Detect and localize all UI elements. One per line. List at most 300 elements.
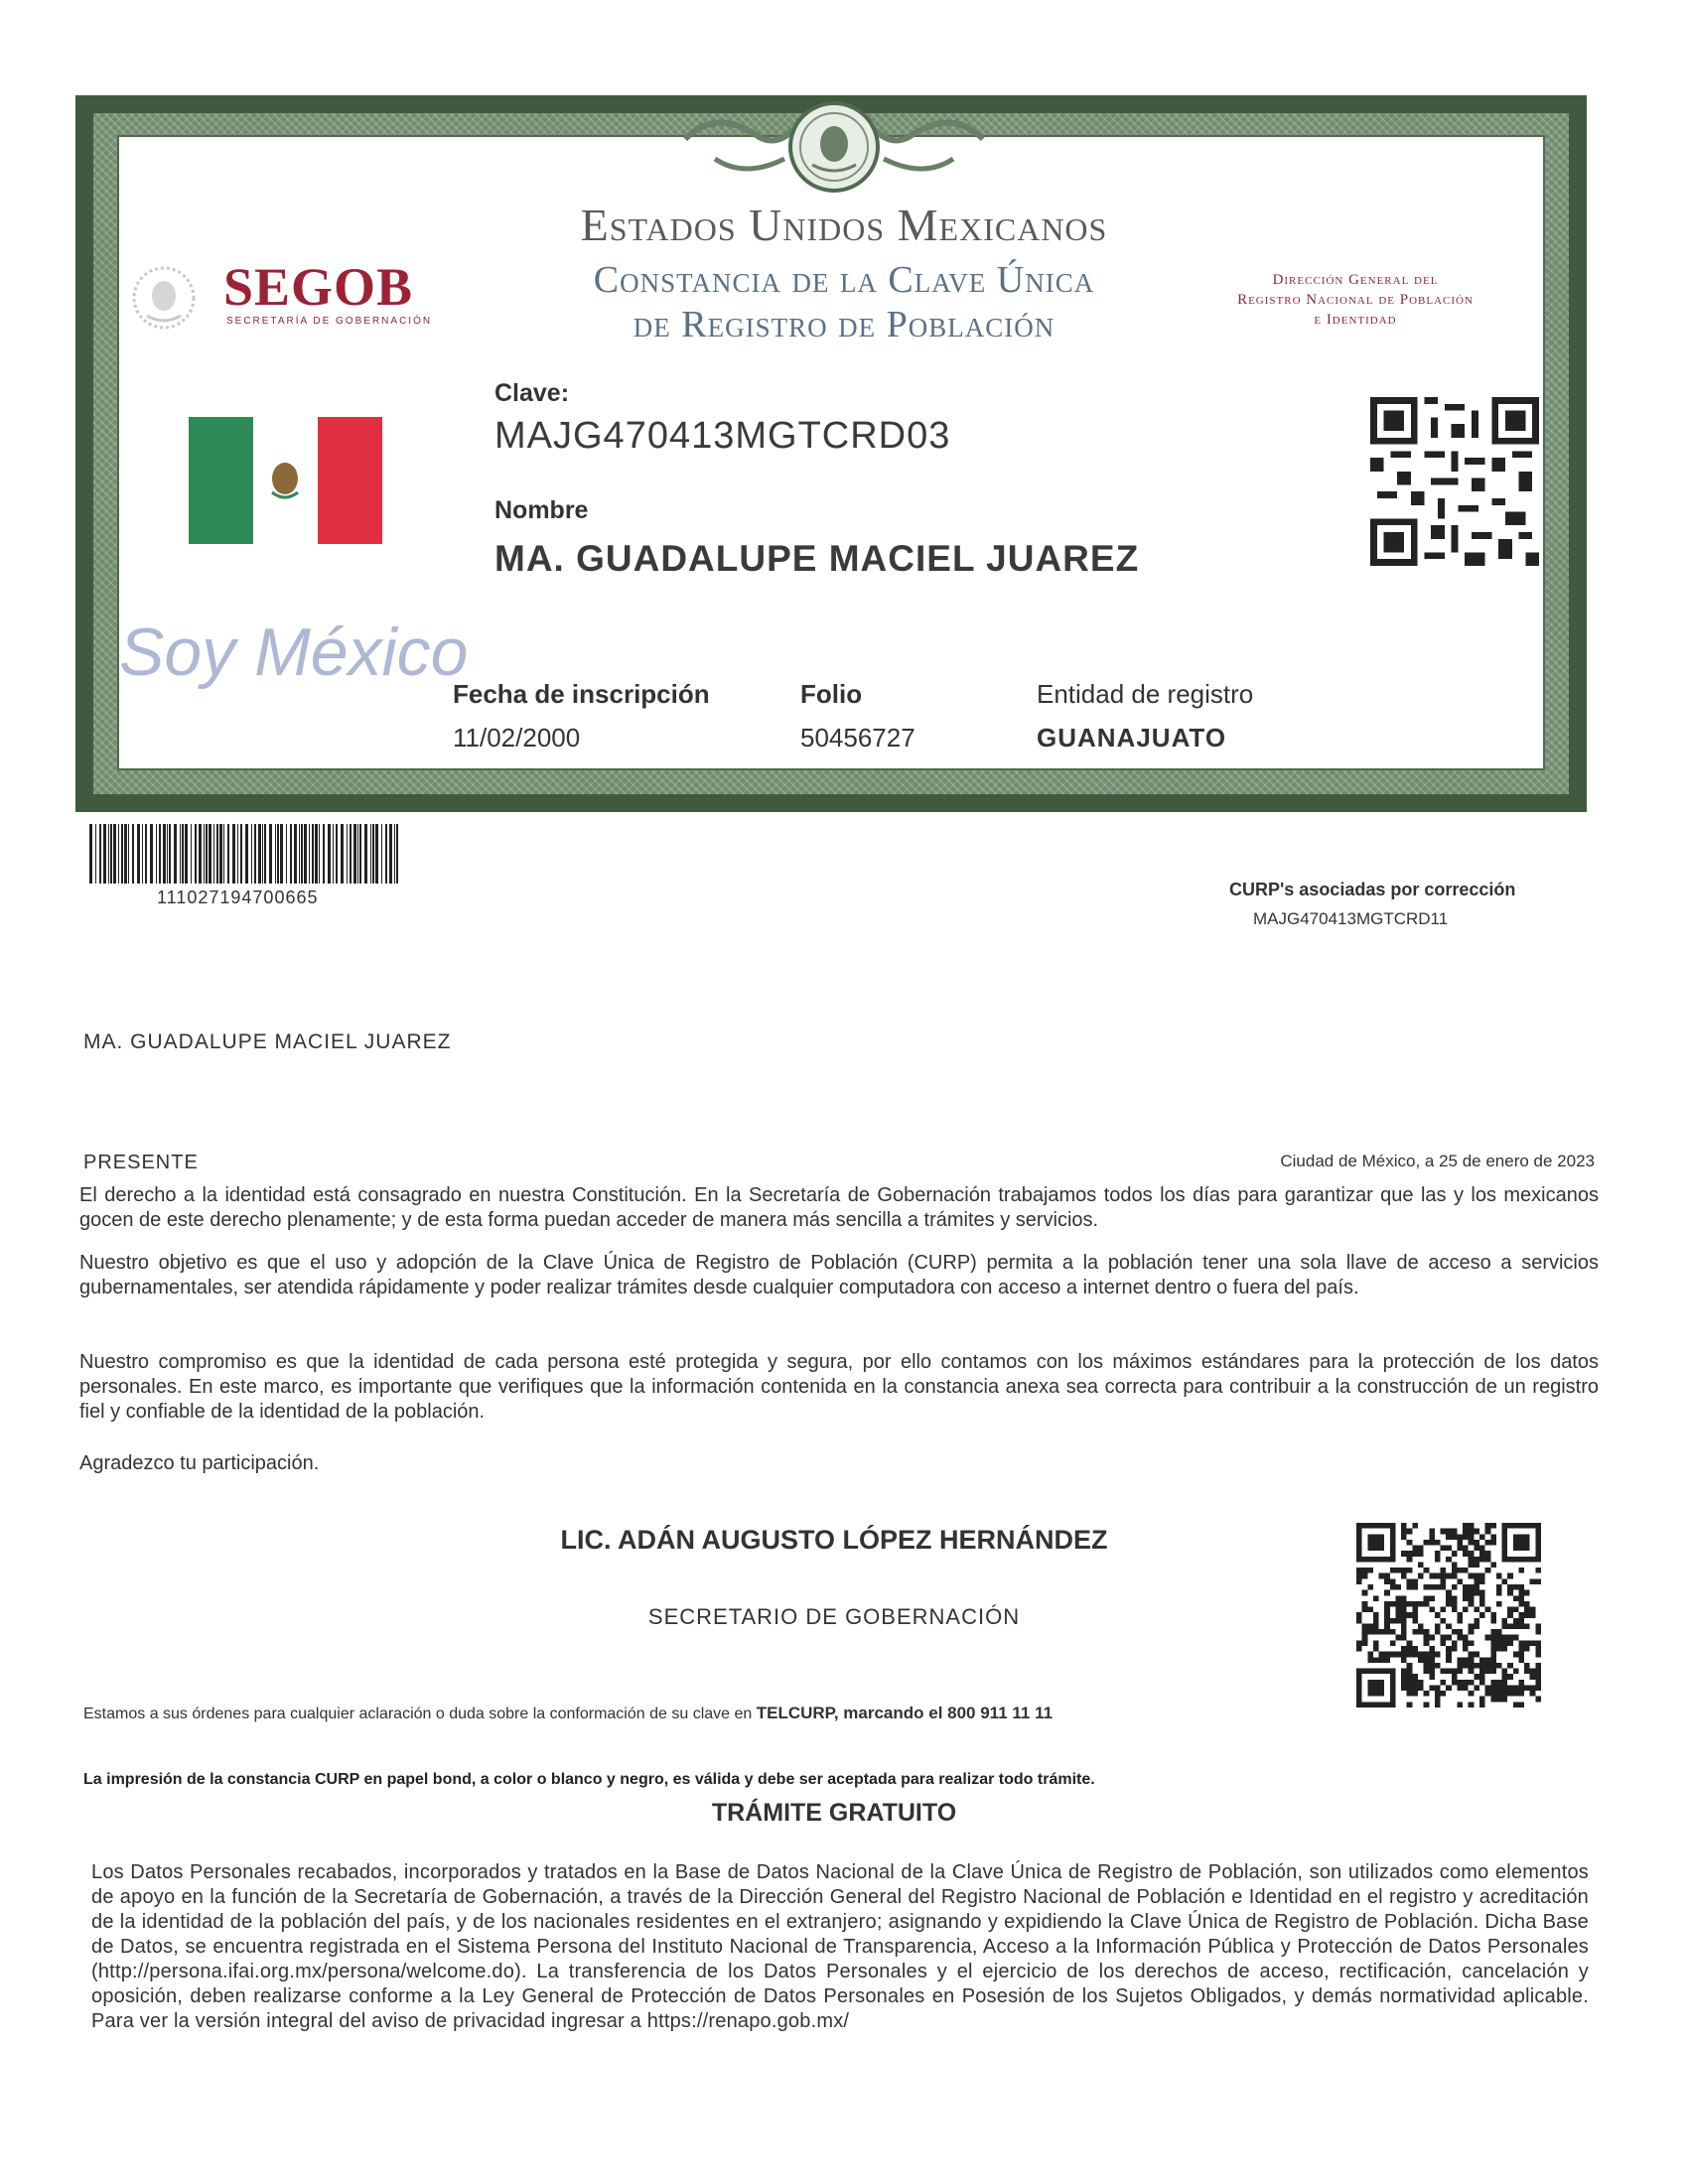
qr-module	[1441, 1618, 1447, 1624]
qr-module	[1507, 1590, 1513, 1596]
barcode-bar	[357, 824, 358, 884]
qr-module	[1469, 1640, 1475, 1646]
qr-module	[1412, 1618, 1418, 1624]
qr-module	[1429, 1540, 1435, 1546]
qr-module	[1469, 1702, 1475, 1707]
dgr-line1: Dirección General del	[1272, 272, 1439, 288]
barcode-bar	[137, 824, 140, 884]
qr-module	[1474, 1685, 1479, 1691]
qr-module	[1463, 1663, 1469, 1669]
qr-module	[1535, 1680, 1541, 1686]
qr-module	[1435, 1612, 1441, 1618]
qr-module	[1424, 1568, 1430, 1573]
qr-module	[1502, 1669, 1508, 1675]
barcode-bar	[396, 824, 398, 884]
qr-module	[1469, 1680, 1475, 1686]
qr-module	[1463, 1584, 1469, 1590]
qr-module	[1401, 1595, 1407, 1601]
qr-module	[1452, 1534, 1458, 1540]
qr-module	[1469, 1629, 1475, 1635]
qr-module	[1479, 1557, 1485, 1563]
qr-module	[1524, 1646, 1530, 1652]
qr-module	[1469, 1551, 1475, 1557]
qr-module	[1474, 1623, 1479, 1629]
qr-module	[1507, 1607, 1513, 1613]
qr-module	[1401, 1685, 1407, 1691]
qr-module	[1479, 1595, 1485, 1601]
barcode-bar	[108, 824, 109, 884]
qr-module	[1485, 1557, 1491, 1563]
qr-module	[1469, 1540, 1475, 1546]
qr-module	[1401, 1529, 1407, 1535]
qr-module	[1530, 1691, 1536, 1697]
qr-module	[1463, 1523, 1469, 1529]
qr-module	[1474, 1590, 1479, 1596]
qr-module	[1384, 1629, 1390, 1635]
qr-module	[1469, 1652, 1475, 1658]
qr-module	[1412, 1685, 1418, 1691]
qr-module	[1457, 1534, 1463, 1540]
qr-module	[1412, 1523, 1418, 1529]
qr-module	[1474, 1584, 1479, 1590]
qr-module	[1384, 1573, 1390, 1579]
qr-module	[1373, 1595, 1379, 1601]
qr-module	[1401, 1607, 1407, 1613]
qr-module	[1479, 1534, 1485, 1540]
qr-module	[1535, 1578, 1541, 1584]
dgr-line2: Registro Nacional de Población	[1237, 292, 1474, 308]
qr-module	[1441, 1691, 1447, 1697]
qr-module	[1496, 1601, 1502, 1607]
qr-module	[1373, 1612, 1379, 1618]
qr-module	[1390, 1629, 1396, 1635]
qr-module	[1412, 1652, 1418, 1658]
qr-module	[1485, 1607, 1491, 1613]
curp-asociadas-label: CURP's asociadas por corrección	[1229, 880, 1516, 899]
barcode-bar	[350, 824, 352, 884]
qr-module	[1469, 1657, 1475, 1663]
barcode-bar	[180, 824, 181, 884]
qr-module	[1407, 1702, 1413, 1707]
qr-module	[1384, 1607, 1390, 1613]
barcode-bar	[182, 824, 184, 884]
qr-module	[1457, 1702, 1463, 1707]
qr-module	[1496, 1635, 1502, 1641]
barcode-bar	[223, 824, 224, 884]
qr-module	[1463, 1640, 1469, 1646]
qr-module	[1490, 1652, 1496, 1658]
qr-module	[1418, 1680, 1424, 1686]
qr-module	[1401, 1669, 1407, 1675]
qr-module	[1524, 1685, 1530, 1691]
qr-module	[1479, 1578, 1485, 1584]
qr-module	[1518, 1618, 1524, 1624]
qr-module	[1418, 1623, 1424, 1629]
qr-module	[1524, 1590, 1530, 1596]
qr-module	[1490, 1629, 1496, 1635]
qr-module	[1463, 1607, 1469, 1613]
barcode-bar	[232, 824, 235, 884]
barcode-bar	[185, 824, 188, 884]
qr-module	[1435, 1540, 1441, 1546]
qr-module	[1429, 1584, 1435, 1590]
qr-module	[1424, 1702, 1430, 1707]
qr-module	[1513, 1595, 1519, 1601]
qr-module	[1474, 1618, 1479, 1624]
clave-label: Clave:	[494, 379, 570, 407]
barcode-bar	[191, 824, 192, 884]
qr-module	[1446, 1534, 1452, 1540]
qr-module	[1535, 1629, 1541, 1635]
barcode-bar	[128, 824, 129, 884]
barcode-bar	[195, 824, 197, 884]
qr-module	[1513, 1635, 1519, 1641]
qr-module	[1356, 1618, 1362, 1624]
qr-module	[1435, 1623, 1441, 1629]
privacy-notice: Los Datos Personales recabados, incorporados y tratados en la Base de Datos Nacional de la Clave Única de Registro de Población, son utilizados como elementos de apoyo en la función de la Secretaría de Gobernación, a través de la Dirección General del Registro Nacional de Población e Identidad en el registro y acreditación de la identidad de la población del país, y de los nacionales residentes en el extranjero; asignando y expidiendo la Clave Única de Registro de Población. Dicha Base de Datos, se encuentra registrada en el Sistema Persona del Instituto Nacional de Transparencia, Acceso a la Información Pública y Protección de Datos Personales (http://persona.ifai.org.mx/persona/welcome.do). La transferencia de los Datos Personales y el ejercicio de los derechos de acceso, rectificación, cancelación y oposición, deben realizarse conforme a la Ley General de Protección de Datos Personales en Posesión de los Sujetos Obligados, y demás normatividad aplicable. Para ver la versión integral del aviso de privacidad ingresar a https://renapo.gob.mx/	[91, 1861, 1589, 2032]
qr-module	[1513, 1691, 1519, 1697]
qr-module	[1518, 1601, 1524, 1607]
qr-module	[1401, 1551, 1407, 1557]
qr-module	[1513, 1623, 1519, 1629]
qr-module	[1452, 1629, 1458, 1635]
barcode-bar	[213, 824, 214, 884]
qr-module	[1518, 1691, 1524, 1697]
qr-module	[1429, 1646, 1435, 1652]
qr-module	[1463, 1680, 1469, 1686]
qr-module	[1469, 1584, 1475, 1590]
qr-module	[1496, 1590, 1502, 1596]
qr-module	[1502, 1646, 1508, 1652]
qr-module	[1373, 1657, 1379, 1663]
qr-module	[1446, 1646, 1452, 1652]
barcode-bar	[299, 824, 300, 884]
qr-module	[1441, 1568, 1447, 1573]
qr-module	[1457, 1629, 1463, 1635]
qr-module	[1429, 1529, 1435, 1535]
barcode-bar	[323, 824, 325, 884]
qr-module	[1373, 1623, 1379, 1629]
qr-module	[1429, 1607, 1435, 1613]
qr-module	[1518, 1623, 1524, 1629]
qr-module	[1485, 1568, 1491, 1573]
qr-module	[1490, 1523, 1496, 1529]
qr-module	[1530, 1674, 1536, 1680]
qr-module	[1490, 1534, 1496, 1540]
qr-module	[1474, 1652, 1479, 1658]
nombre-label: Nombre	[494, 496, 589, 524]
qr-module	[1485, 1540, 1491, 1546]
qr-module	[1418, 1629, 1424, 1635]
qr-module	[1502, 1618, 1508, 1624]
barcode-bar	[245, 824, 248, 884]
barcode-bar	[99, 824, 101, 884]
qr-module	[1435, 1573, 1441, 1579]
qr-module	[1502, 1685, 1508, 1691]
qr-module	[1412, 1584, 1418, 1590]
qr-module	[1502, 1697, 1508, 1703]
qr-module	[1401, 1523, 1407, 1529]
letter-addressee: MA. GUADALUPE MACIEL JUAREZ	[83, 1030, 452, 1053]
qr-module	[1407, 1557, 1413, 1563]
qr-module	[1429, 1674, 1435, 1680]
qr-module	[1362, 1568, 1368, 1573]
slogan: Soy México	[119, 614, 469, 690]
qr-module	[1452, 1680, 1458, 1686]
qr-module	[1379, 1629, 1385, 1635]
qr-module	[1384, 1578, 1390, 1584]
impresion-notice: La impresión de la constancia CURP en papel bond, a color o blanco y negro, es válida y debe ser aceptada para realizar todo trámite.	[83, 1771, 1095, 1788]
qr-module	[1463, 1595, 1469, 1601]
qr-module	[1518, 1590, 1524, 1596]
qr-module	[1496, 1697, 1502, 1703]
qr-module	[1469, 1523, 1475, 1529]
segob-seal-icon	[129, 260, 199, 336]
qr-module	[1535, 1640, 1541, 1646]
letter-paragraph-1: El derecho a la identidad está consagrado en nuestra Constitución. En la Secretaría de Gobernación trabajamos todos los días para garantizar que las y los mexicanos gocen de este derecho plenamente; y de esta forma puedan acceder de manera más sencilla a trámites y servicios.	[79, 1184, 1599, 1231]
qr-module	[1401, 1652, 1407, 1658]
barcode-bar	[264, 824, 266, 884]
qr-module	[1446, 1529, 1452, 1535]
qr-module	[1424, 1652, 1430, 1658]
qr-module	[1356, 1646, 1362, 1652]
barcode-bar	[375, 824, 378, 884]
qr-module	[1530, 1685, 1536, 1691]
qr-module	[1395, 1618, 1401, 1624]
qr-module	[1362, 1640, 1368, 1646]
qr-module	[1356, 1578, 1362, 1584]
folio-label: Folio	[800, 679, 863, 709]
qr-module	[1446, 1590, 1452, 1596]
qr-module	[1463, 1546, 1469, 1552]
qr-module	[1479, 1680, 1485, 1686]
qr-module	[1535, 1646, 1541, 1652]
qr-module	[1479, 1573, 1485, 1579]
qr-module	[1412, 1612, 1418, 1618]
barcode-bar	[341, 824, 344, 884]
qr-module	[1401, 1674, 1407, 1680]
qr-module	[1457, 1663, 1463, 1669]
qr-module	[1390, 1578, 1396, 1584]
qr-module	[1446, 1657, 1452, 1663]
signer-name: LIC. ADÁN AUGUSTO LÓPEZ HERNÁNDEZ	[560, 1525, 1108, 1555]
qr-module	[1446, 1685, 1452, 1691]
qr-module	[1535, 1685, 1541, 1691]
qr-module	[1446, 1623, 1452, 1629]
qr-module	[1435, 1697, 1441, 1703]
qr-module	[1518, 1680, 1524, 1686]
qr-module	[1469, 1562, 1475, 1568]
qr-module	[1485, 1669, 1491, 1675]
qr-module	[1474, 1578, 1479, 1584]
qr-module	[1356, 1612, 1362, 1618]
qr-module	[1490, 1646, 1496, 1652]
qr-module	[1424, 1540, 1430, 1546]
document-subtitle-line2: de Registro de Población	[633, 304, 1055, 345]
entidad-registro-value: GUANAJUATO	[1037, 723, 1227, 752]
qr-module	[1412, 1674, 1418, 1680]
qr-module	[1469, 1573, 1475, 1579]
barcode-bar	[277, 824, 279, 884]
qr-module	[1524, 1601, 1530, 1607]
qr-module	[1418, 1657, 1424, 1663]
qr-module	[1524, 1669, 1530, 1675]
qr-module	[1463, 1657, 1469, 1663]
qr-module	[1424, 1657, 1430, 1663]
qr-module	[1362, 1590, 1368, 1596]
barcode-bar	[150, 824, 153, 884]
qr-module	[1452, 1562, 1458, 1568]
qr-module	[1424, 1640, 1430, 1646]
barcode-bar	[370, 824, 371, 884]
barcode-bar	[315, 824, 318, 884]
qr-module	[1452, 1674, 1458, 1680]
qr-module	[1535, 1652, 1541, 1658]
qr-module	[1463, 1551, 1469, 1557]
qr-module	[1452, 1607, 1458, 1613]
qr-module	[1479, 1590, 1485, 1596]
qr-module	[1490, 1697, 1496, 1703]
barcode-bar	[159, 824, 161, 884]
qr-module	[1435, 1584, 1441, 1590]
barcode-bar	[216, 824, 218, 884]
qr-module	[1418, 1685, 1424, 1691]
qr-module	[1513, 1584, 1519, 1590]
qr-module	[1479, 1657, 1485, 1663]
qr-module	[1407, 1568, 1413, 1573]
qr-module	[1379, 1657, 1385, 1663]
qr-module	[1429, 1635, 1435, 1641]
qr-module	[1395, 1612, 1401, 1618]
qr-module	[1469, 1669, 1475, 1675]
qr-module	[1474, 1573, 1479, 1579]
qr-module	[1424, 1663, 1430, 1669]
barcode-bar	[199, 824, 202, 884]
barcode-bar	[167, 824, 168, 884]
document-title: Estados Unidos Mexicanos	[580, 200, 1108, 250]
qr-module	[1490, 1657, 1496, 1663]
qr-module	[1457, 1635, 1463, 1641]
qr-module	[1474, 1557, 1479, 1563]
qr-module	[1441, 1640, 1447, 1646]
barcode-bar	[240, 824, 242, 884]
qr-module	[1507, 1674, 1513, 1680]
qr-module	[1469, 1663, 1475, 1669]
barcode-bar	[394, 824, 395, 884]
qr-module	[1395, 1601, 1401, 1607]
qr-module	[1407, 1652, 1413, 1658]
qr-module	[1407, 1691, 1413, 1697]
qr-module	[1446, 1652, 1452, 1658]
qr-module	[1518, 1595, 1524, 1601]
barcode-bar	[163, 824, 166, 884]
qr-module	[1518, 1702, 1524, 1707]
qr-module	[1485, 1523, 1491, 1529]
qr-module	[1435, 1691, 1441, 1697]
qr-module	[1452, 1551, 1458, 1557]
qr-module	[1524, 1612, 1530, 1618]
qr-module	[1479, 1697, 1485, 1703]
qr-module	[1452, 1573, 1458, 1579]
qr-module	[1407, 1646, 1413, 1652]
qr-module	[1513, 1652, 1519, 1658]
barcode-bar	[262, 824, 263, 884]
fecha-inscripcion-label: Fecha de inscripción	[453, 679, 710, 709]
qr-module	[1362, 1573, 1368, 1579]
qr-module	[1490, 1669, 1496, 1675]
barcode-bar	[347, 824, 348, 884]
qr-module	[1496, 1691, 1502, 1697]
qr-module	[1535, 1674, 1541, 1680]
barcode-bar	[385, 824, 387, 884]
barcode-bar	[353, 824, 356, 884]
qr-module	[1379, 1652, 1385, 1658]
qr-module	[1441, 1635, 1447, 1641]
qr-module	[1412, 1551, 1418, 1557]
qr-module	[1407, 1674, 1413, 1680]
qr-module	[1507, 1640, 1513, 1646]
qr-module	[1457, 1568, 1463, 1573]
barcode-bar	[254, 824, 256, 884]
qr-module	[1390, 1618, 1396, 1624]
barcode-bar	[206, 824, 208, 884]
qr-module	[1479, 1601, 1485, 1607]
qr-module	[1518, 1652, 1524, 1658]
qr-module	[1490, 1618, 1496, 1624]
qr-module	[1435, 1663, 1441, 1669]
barcode-bar	[312, 824, 314, 884]
signer-title: SECRETARIO DE GOBERNACIÓN	[647, 1604, 1021, 1629]
barcode-bar	[121, 824, 123, 884]
qr-module	[1384, 1652, 1390, 1658]
qr-module	[1496, 1573, 1502, 1579]
qr-module	[1474, 1607, 1479, 1613]
qr-module	[1524, 1607, 1530, 1613]
qr-module	[1507, 1573, 1513, 1579]
qr-module	[1469, 1534, 1475, 1540]
qr-module	[1479, 1674, 1485, 1680]
qr-module	[1530, 1607, 1536, 1613]
qr-module	[1490, 1685, 1496, 1691]
qr-module	[1407, 1578, 1413, 1584]
qr-module	[1401, 1657, 1407, 1663]
qr-module	[1513, 1618, 1519, 1624]
qr-module	[1530, 1612, 1536, 1618]
qr-module	[1502, 1635, 1508, 1641]
qr-module	[1373, 1629, 1379, 1635]
qr-module	[1485, 1635, 1491, 1641]
qr-module	[1418, 1573, 1424, 1579]
qr-module	[1474, 1663, 1479, 1669]
qr-module	[1441, 1607, 1447, 1613]
qr-module	[1367, 1584, 1373, 1590]
barcode-bar	[258, 824, 261, 884]
barcode-bar	[89, 824, 92, 884]
qr-module	[1412, 1546, 1418, 1552]
qr-module	[1446, 1669, 1452, 1675]
qr-module	[1535, 1669, 1541, 1675]
qr-module	[1479, 1702, 1485, 1707]
qr-module	[1424, 1635, 1430, 1641]
qr-module	[1384, 1601, 1390, 1607]
qr-module	[1490, 1635, 1496, 1641]
qr-module	[1379, 1573, 1385, 1579]
qr-module	[1441, 1669, 1447, 1675]
barcode-bar	[237, 824, 238, 884]
qr-module	[1490, 1640, 1496, 1646]
qr-module	[1412, 1691, 1418, 1697]
qr-module	[1507, 1685, 1513, 1691]
